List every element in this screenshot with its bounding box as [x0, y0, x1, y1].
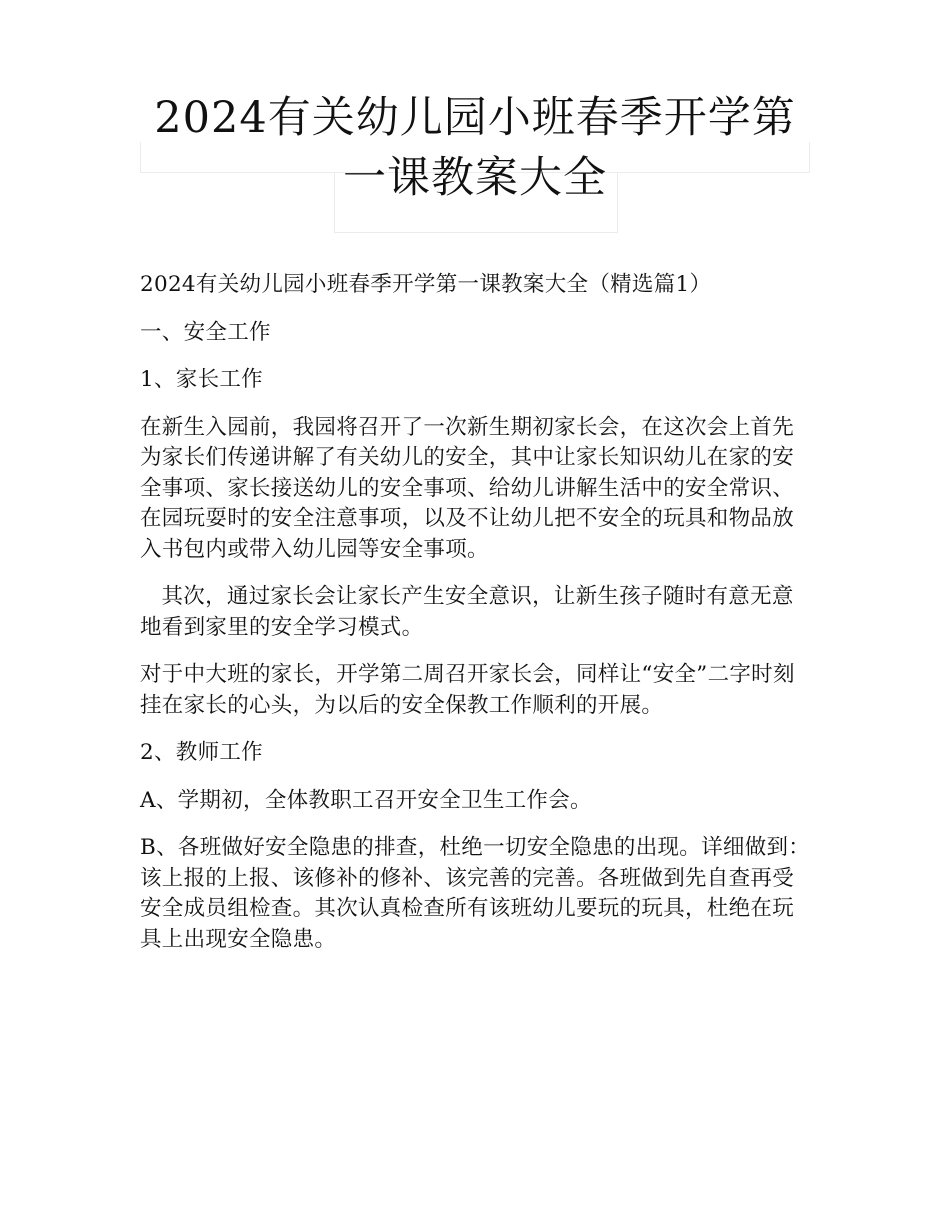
heading-safety-work: 一、安全工作: [140, 319, 271, 345]
title-block: [140, 88, 810, 238]
subheading-parent-work: 1、家长工作: [140, 367, 263, 392]
document-title: 2024有关幼儿园小班春季开学第一课教案大全: [154, 93, 796, 203]
document-body: [140, 270, 812, 972]
paragraph-safety-awareness: 其次，通过家长会让家长产生安全意识，让新生孩子随时有意无意地看到家里的安全学习模式。: [140, 584, 794, 640]
paragraph-hazard-inspection: B、各班做好安全隐患的排查，杜绝一切安全隐患的出现。详细做到：该上报的上报、该修补的修补、该完善的完善。各班做到先自查再受安全成员组检查。其次认真检查所有该班幼儿要玩的玩具，杜绝在玩具上出现安全隐患。: [140, 835, 811, 952]
paragraph-parent-meeting: 在新生入园前，我园将召开了一次新生期初家长会，在这次会上首先为家长们传递讲解了有关幼儿的安全，其中让家长知识幼儿在家的安全事项、家长接送幼儿的安全事项、给幼儿讲解生活中的安全常识、在园玩耍时的安全注意事项，以及不让幼儿把不安全的玩具和物品放入书包内或带入幼儿园等安全事项。: [140, 414, 795, 562]
section-heading-selected-1: 2024有关幼儿园小班春季开学第一课教案大全（精选篇1）: [140, 272, 712, 297]
subheading-teacher-work: 2、教师工作: [140, 740, 263, 765]
paragraph-staff-meeting: A、学期初，全体教职工召开安全卫生工作会。: [140, 787, 592, 813]
paragraph-senior-class-parents: 对于中大班的家长，开学第二周召开家长会，同样让“安全”二字时刻挂在家长的心头，为以后的安全保教工作顺利的开展。: [140, 662, 795, 718]
